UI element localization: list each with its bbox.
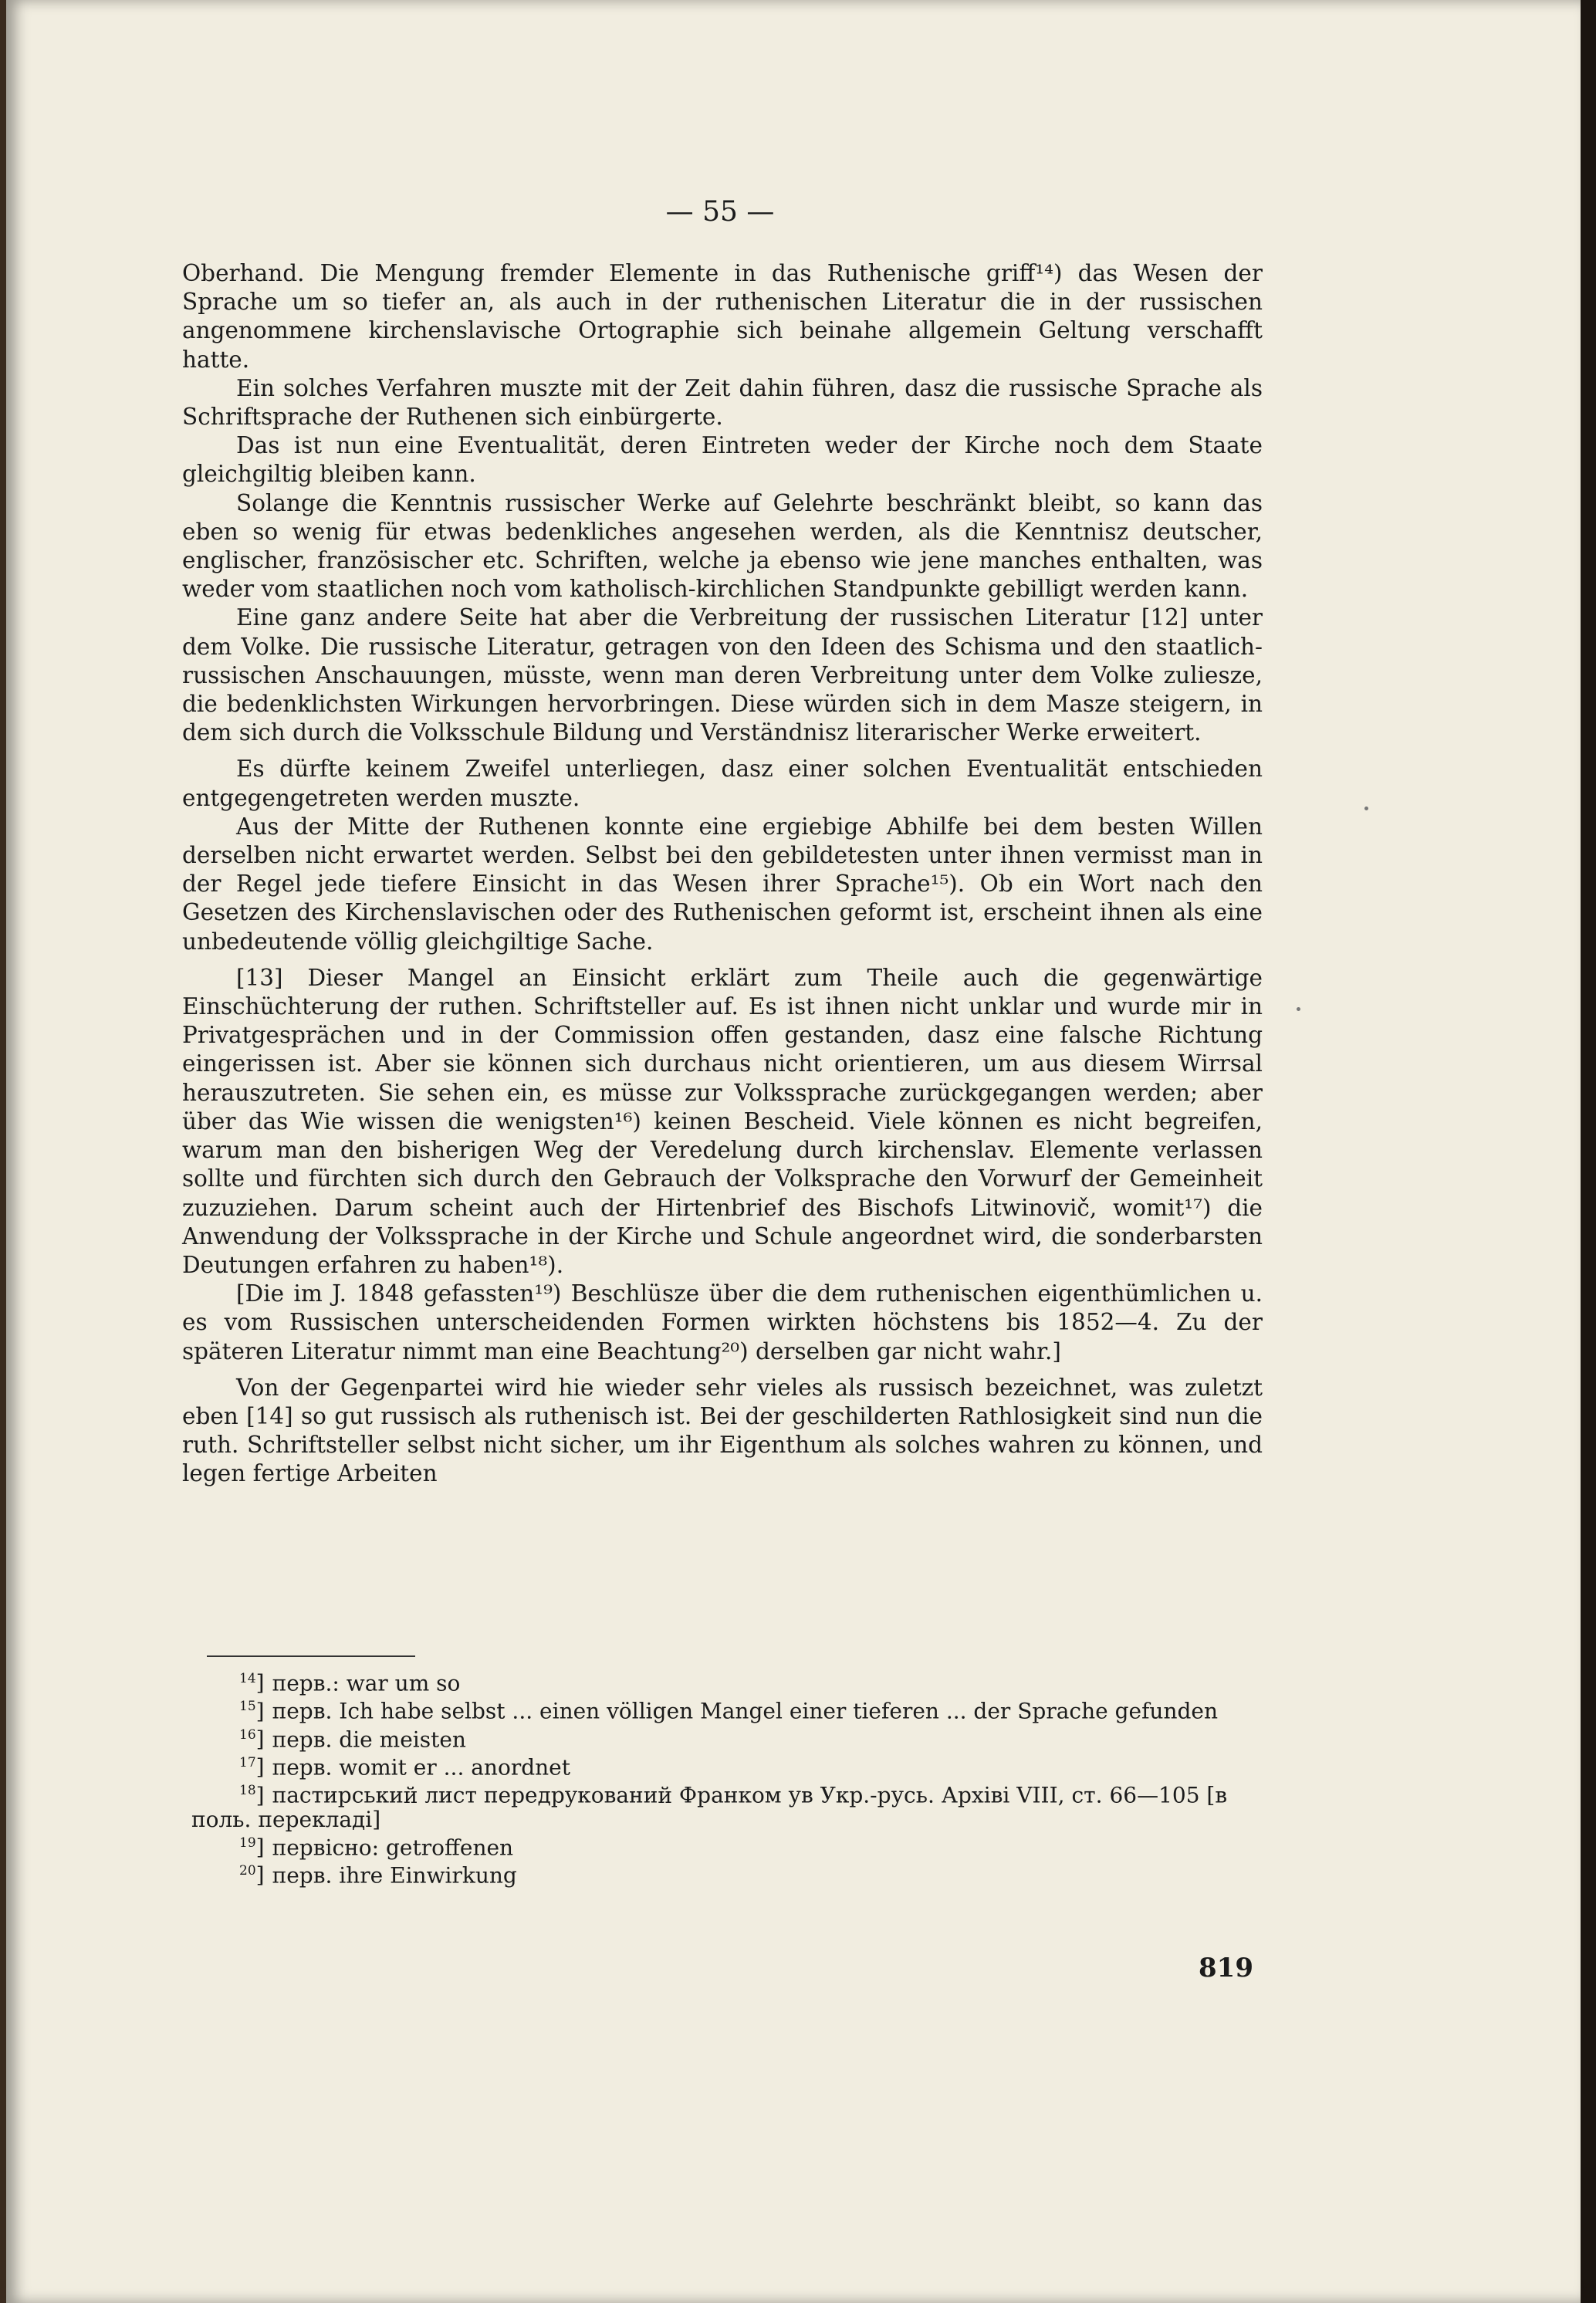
footnote: $^{15}$] перв. Ich habe selbst ... einen völligen Mangel einer tieferen ... der Sprache gefunden	[239, 1698, 1219, 1724]
paragraph-1: Oberhand. Die Mengung fremder Elemente in das Ruthenische griff¹⁴) das Wesen der Sprache um so tiefer an, als auch in der ruthenischen Literatur die in der russischen angenommene kirchenslavische Ortographie sich beinahe allgemein Geltung verschafft hatte.	[182, 260, 1263, 373]
footnote: $^{16}$] перв. die meisten	[239, 1726, 466, 1752]
scan-binding-edge	[0, 0, 6, 2303]
paragraph-2: Ein solches Verfahren muszte mit der Zeit dahin führen, dasz die russische Sprache als Schriftsprache der Ruthenen sich einbürgerte.	[182, 374, 1263, 431]
paragraph-7: Aus der Mitte der Ruthenen konnte eine ergiebige Abhilfe bei dem besten Willen derselben nicht erwartet werden. Selbst bei den gebildetesten unter ihnen vermisst man in der Regel jede tiefere Einsicht in das Wesen ihrer Sprache¹⁵). Ob ein Wort nach den Gesetzen des Kirchenslavischen oder des Ruthenischen geformt ist, erscheint ihnen als eine unbedeutende völlig gleichgiltige Sache.	[182, 813, 1263, 955]
paragraph-10: Von der Gegenpartei wird hie wieder sehr vieles als russisch bezeichnet, was zuletzt eben [14] so gut russisch als ruthenisch ist. Bei der geschilderten Rathlosigkeit sind nun die ruth. Schriftsteller selbst nicht sicher, um ihr Eigenthum als solches wahren zu können, und legen fertige Arbeiten	[182, 1374, 1263, 1487]
footnote: $^{17}$] перв. womit er ... anordnet	[239, 1754, 570, 1781]
paragraph-5: Eine ganz andere Seite hat aber die Verbreitung der russischen Literatur [12] unter dem Volke. Die russische Literatur, getragen von den Ideen des Schisma und den staatlich-russischen Anschauungen, müsste, wenn man deren Verbreitung unter dem Volke zuliesze, die bedenklichsten Wirkungen hervorbringen. Diese würden sich in dem Masze steigern, in dem sich durch die Volksschule Bildung und Verständnisz literarischer Werke erweitert.	[182, 604, 1263, 746]
body-text	[182, 259, 1263, 1489]
paragraph-4: Solange die Kenntnis russischer Werke auf Gelehrte beschränkt bleibt, so kann das eben so wenig für etwas bedenkliches angesehen werden, als die Kenntnisz deutscher, englischer, französischer etc. Schriften, welche ja ebenso wie jene manches enthalten, was weder vom staatlichen noch vom katholisch-kirchlichen Standpunkte gebilligt werden kann.	[182, 489, 1263, 603]
footnote: $^{19}$] первісно: getroffenen	[239, 1834, 514, 1860]
paragraph-8: [13] Dieser Mangel an Einsicht erklärt zum Theile auch die gegenwärtige Einschüchterung der ruthen. Schriftsteller auf. Es ist ihnen nicht unklar und wurde mir in Privatgesprächen und in der Commission offen gestanden, dasz eine falsche Richtung eingerissen ist. Aber sie können sich durchaus nicht orientieren, um aus diesem Wirrsal herauszutreten. Sie sehen ein, es müsse zur Volkssprache zurückgegangen werden; aber über das Wie wissen die wenigsten¹⁶) keinen Bescheid. Viele können es nicht begreifen, warum man den bisherigen Weg der Veredelung durch kirchenslav. Elemente verlassen sollte und fürchten sich durch den Gebrauch der Volksprache den Vorwurf der Gemeinheit zuzuziehen. Darum scheint auch der Hirtenbrief des Bischofs Litwinovič, womit¹⁷) die Anwendung der Volkssprache in der Kirche und Schule angeordnet wird, die sonderbarsten Deutungen erfahren zu haben¹⁸).	[182, 964, 1263, 1278]
footnotes	[191, 1667, 1264, 1887]
page-header: — 55 —	[665, 196, 775, 228]
page-number: 819	[1199, 1953, 1253, 1983]
paragraph-3: Das ist nun eine Eventualität, deren Eintreten weder der Kirche noch dem Staate gleichgiltig bleiben kann.	[182, 432, 1263, 488]
scan-speck	[1364, 807, 1368, 810]
footnote-rule	[207, 1655, 415, 1657]
scan-speck	[1297, 1007, 1300, 1011]
footnote: $^{18}$] пастирський лист передрукований Франком ув Укр.-русь. Архіві VIII, ст. 66—105 [в поль. перекладі]	[191, 1782, 1228, 1832]
paragraph-9: [Die im J. 1848 gefassten¹⁹) Beschlüsze über die dem ruthenischen eigenthümlichen u. es vom Russischen unterscheidenden Formen wirkten höchstens bis 1852—4. Zu der späteren Literatur nimmt man eine Beachtung²⁰) derselben gar nicht wahr.]	[182, 1280, 1263, 1365]
footnote: $^{14}$] перв.: war um so	[239, 1670, 461, 1696]
document-page	[6, 0, 1581, 2303]
paragraph-6: Es dürfte keinem Zweifel unterliegen, dasz einer solchen Eventualität entschieden entgegengetreten werden muszte.	[182, 756, 1263, 811]
footnote: $^{20}$] перв. ihre Einwirkung	[239, 1862, 517, 1889]
